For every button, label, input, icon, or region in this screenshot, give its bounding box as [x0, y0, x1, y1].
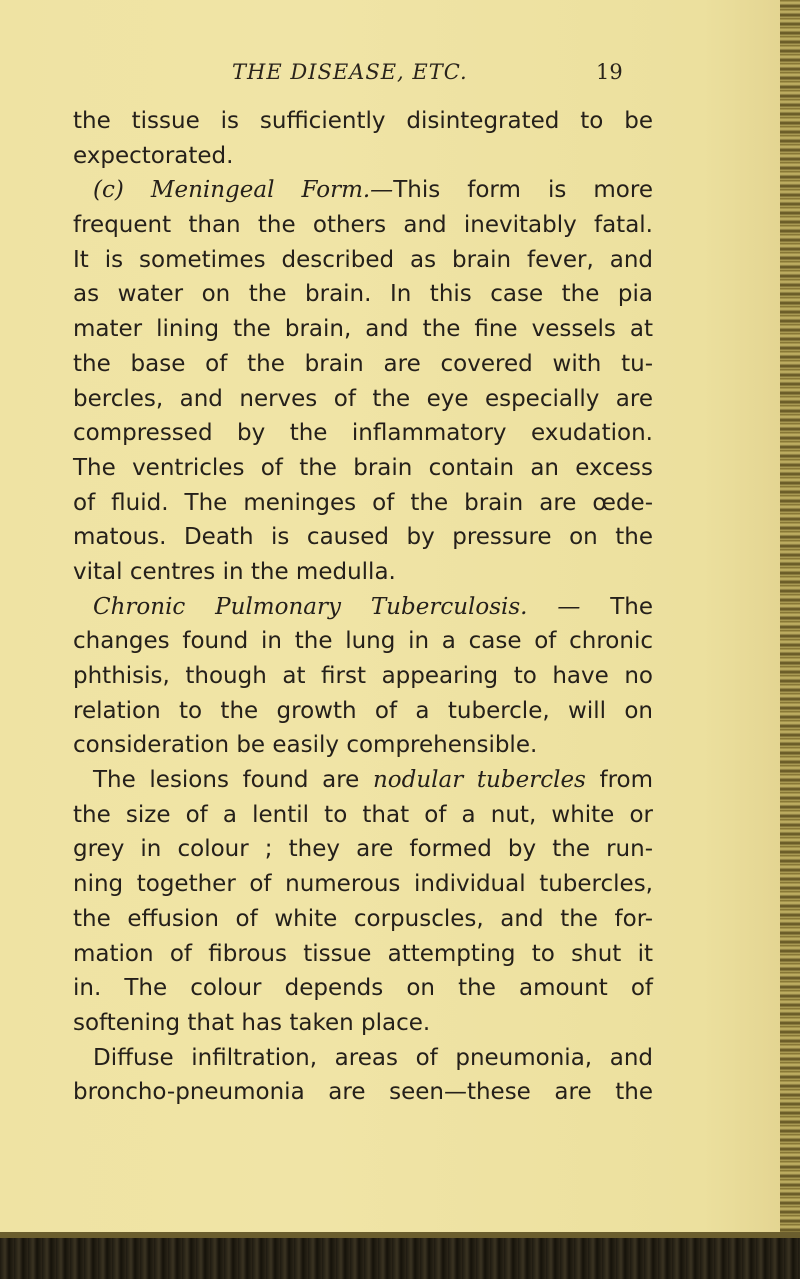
text-line: mation of fibrous tissue attempting to shut it [73, 940, 653, 967]
text-line: matous. Death is caused by pressure on the [73, 524, 653, 551]
text-line: relation to the growth of a tubercle, will on [73, 697, 653, 724]
text-fragment: This form is more [393, 177, 653, 204]
text-line: The ventricles of the brain contain an excess [73, 454, 653, 481]
text-line: consideration be easily comprehensible. [73, 732, 538, 759]
text-line: the tissue is sufficiently disintegrated to be [73, 108, 653, 134]
text-line: softening that has taken place. [73, 1009, 431, 1036]
text-line: vital centres in the medulla. [73, 558, 396, 585]
text-line: the base of the brain are covered with tu- [73, 350, 653, 377]
text-fragment: The [610, 593, 653, 620]
text-line: as water on the brain. In this case the pia [73, 281, 653, 308]
running-head: THE DISEASE, ETC. [232, 60, 468, 84]
text-fragment: from [599, 767, 654, 794]
text-line: broncho-pneumonia are seen—these are the [73, 1079, 653, 1106]
chronic-pulmonary-heading: Chronic Pulmonary Tuberculosis. — [93, 593, 581, 620]
text-line: frequent than the others and inevitably fatal. [73, 212, 653, 239]
text-line [73, 590, 653, 625]
text-line: grey in colour ; they are formed by the run- [73, 836, 653, 863]
text-line [73, 763, 653, 798]
text-line: in. The colour depends on the amount of [73, 975, 653, 1002]
text-line: the size of a lentil to that of a nut, white or [73, 801, 653, 828]
text-line: It is sometimes described as brain fever, and [73, 246, 653, 273]
body-text [73, 104, 653, 1110]
page-edge-right [780, 0, 800, 1240]
text-fragment: The lesions found are [93, 767, 360, 794]
page-number: 19 [596, 60, 623, 84]
text-line: of fluid. The meninges of the brain are œde- [73, 489, 653, 516]
text-line: compressed by the inflammatory exudation. [73, 420, 653, 447]
text-line: ning together of numerous individual tubercles, [73, 871, 653, 898]
text-line: mater lining the brain, and the fine vessels at [73, 316, 653, 343]
nodular-tubercles-term: nodular tubercles [372, 767, 586, 794]
text-line: changes found in the lung in a case of chronic [73, 628, 653, 655]
text-line: bercles, and nerves of the eye especially are [73, 385, 653, 412]
text-line: phthisis, though at first appearing to have no [73, 663, 653, 689]
text-line: expectorated. [73, 142, 234, 169]
page-edge-bottom [0, 1238, 800, 1279]
text-line: the effusion of white corpuscles, and the for- [73, 905, 653, 932]
text-line: Diffuse infiltration, areas of pneumonia, and [93, 1044, 653, 1071]
meningeal-form-heading: (c) Meningeal Form.— [93, 177, 394, 204]
text-line [73, 173, 653, 208]
